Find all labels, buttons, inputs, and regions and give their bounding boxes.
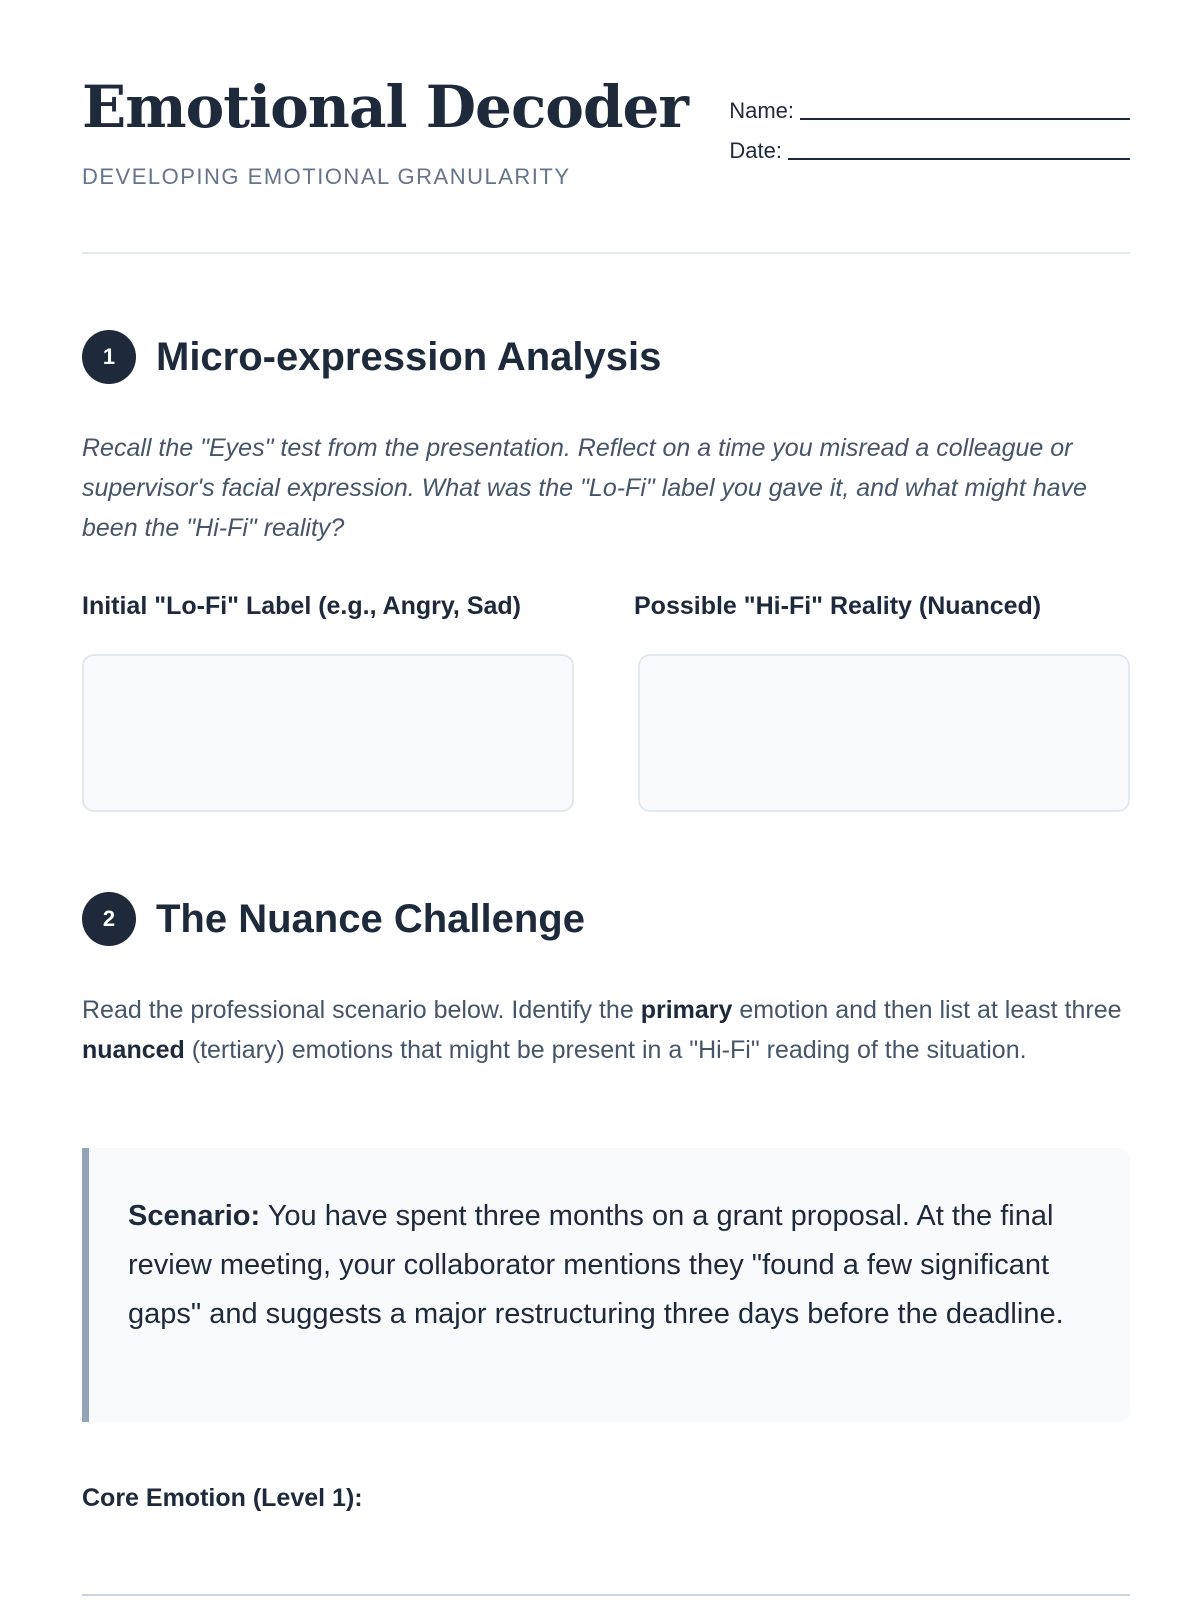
section-1-heading xyxy=(82,330,661,384)
worksheet-subtitle: DEVELOPING EMOTIONAL GRANULARITY xyxy=(82,164,571,189)
section-1-title: Micro-expression Analysis xyxy=(156,334,662,379)
section-2-heading xyxy=(82,892,585,946)
section-1-prompt: Recall the "Eyes" test from the presentation. Reflect on a time you misread a colleague or supervisor's facial expression. What was the "Lo-Fi" label you gave it, and what might have been the "Hi-Fi" reality? xyxy=(82,434,1087,542)
student-info xyxy=(712,82,1130,162)
core-emotion-label: Core Emotion (Level 1): xyxy=(82,1484,363,1512)
prompt-text-3: (tertiary) emotions that might be present in a "Hi-Fi" reading of the situation. xyxy=(184,1036,1027,1064)
section-2-number-badge: 2 xyxy=(82,892,136,946)
prompt-bold-nuanced: nuanced xyxy=(82,1036,185,1064)
section-1-number-badge: 1 xyxy=(82,330,136,384)
scenario-label: Scenario: xyxy=(128,1200,261,1232)
date-label: Date: xyxy=(729,138,782,163)
prompt-text-2: emotion and then list at least three xyxy=(732,996,1122,1024)
scenario-callout xyxy=(82,1148,1130,1422)
core-emotion-answer-line[interactable] xyxy=(82,1594,1130,1596)
lo-fi-answer-box[interactable] xyxy=(82,654,574,812)
prompt-bold-primary: primary xyxy=(640,996,733,1024)
lo-fi-label: Initial "Lo-Fi" Label (e.g., Angry, Sad) xyxy=(82,592,522,620)
name-field-line[interactable] xyxy=(800,118,1130,120)
date-row xyxy=(712,122,1130,162)
name-label: Name: xyxy=(729,98,794,123)
prompt-text-1: Read the professional scenario below. Identify the xyxy=(82,996,641,1024)
section-2-title: The Nuance Challenge xyxy=(156,896,585,941)
section-2-prompt xyxy=(82,990,1130,1070)
worksheet-title: Emotional Decoder xyxy=(82,73,688,141)
scenario-text xyxy=(128,1192,1090,1339)
scenario-body: You have spent three months on a grant proposal. At the final review meeting, your collaborator mentions they "found a few significant gaps" and suggests a major restructuring three days before the deadline. xyxy=(128,1200,1064,1330)
hi-fi-label: Possible "Hi-Fi" Reality (Nuanced) xyxy=(634,592,1042,620)
name-row xyxy=(712,82,1130,122)
worksheet-header xyxy=(82,0,1130,254)
worksheet-page xyxy=(82,0,1130,1512)
date-field-line[interactable] xyxy=(788,158,1130,160)
hi-fi-answer-box[interactable] xyxy=(638,654,1130,812)
